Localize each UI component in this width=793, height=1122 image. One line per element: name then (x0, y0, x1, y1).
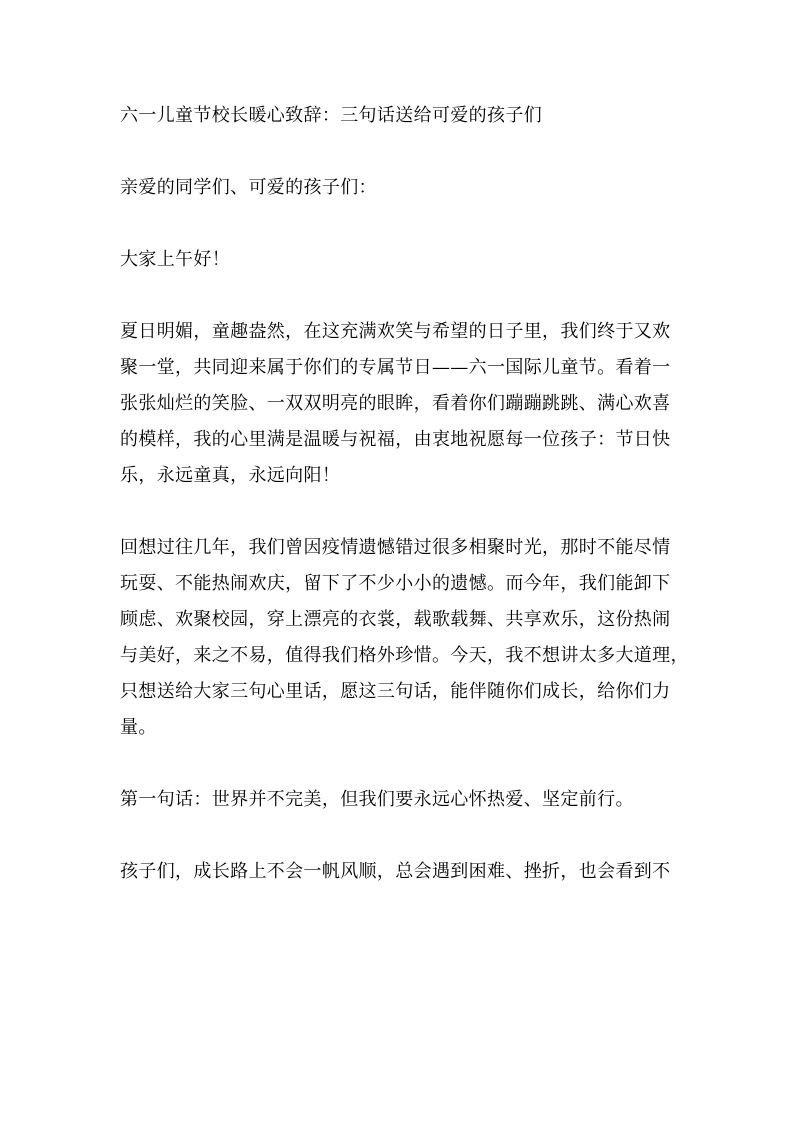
paragraph-2-line: 只想送给大家三句心里话，愿这三句话，能伴随你们成长，给你们力 (120, 681, 671, 702)
paragraph-1-line: 张张灿烂的笑脸、一双双明亮的眼眸，看着你们蹦蹦跳跳、满心欢喜 (120, 393, 671, 414)
paragraph-1-line: 聚一堂，共同迎来属于你们的专属节日——六一国际儿童节。看着一 (120, 357, 671, 378)
point-1-block (120, 782, 680, 818)
paragraph-2-line: 回想过往几年，我们曾因疫情遗憾错过很多相聚时光，那时不能尽情 (120, 537, 671, 558)
greeting-block (120, 242, 680, 278)
document-title: 六一儿童节校长暖心致辞：三句话送给可爱的孩子们 (120, 105, 543, 126)
document-page (120, 98, 689, 926)
salutation: 亲爱的同学们、可爱的孩子们： (120, 177, 377, 198)
paragraph-3 (120, 854, 680, 890)
paragraph-2 (120, 530, 689, 746)
point-1-heading: 第一句话：世界并不完美，但我们要永远心怀热爱、坚定前行。 (120, 789, 634, 810)
document-title-block (120, 98, 680, 134)
paragraph-3-line: 孩子们，成长路上不会一帆风顺，总会遇到困难、挫折，也会看到不 (120, 861, 671, 882)
salutation-block (120, 170, 680, 206)
paragraph-1 (120, 314, 680, 494)
paragraph-1-line: 夏日明媚，童趣盎然，在这充满欢笑与希望的日子里，我们终于又欢 (120, 321, 671, 342)
paragraph-2-line: 量。 (120, 717, 157, 738)
paragraph-1-line: 乐，永远童真，永远向阳！ (120, 465, 341, 486)
paragraph-2-line: 与美好，来之不易，值得我们格外珍惜。今天，我不想讲太多大道理， (120, 645, 689, 666)
paragraph-2-line: 顾虑、欢聚校园，穿上漂亮的衣裳，载歌载舞、共享欢乐，这份热闹 (120, 609, 671, 630)
paragraph-1-line: 的模样，我的心里满是温暖与祝福，由衷地祝愿每一位孩子：节日快 (120, 429, 671, 450)
paragraph-2-line: 玩耍、不能热闹欢庆，留下了不少小小的遗憾。而今年，我们能卸下 (120, 573, 671, 594)
greeting: 大家上午好！ (120, 249, 231, 270)
